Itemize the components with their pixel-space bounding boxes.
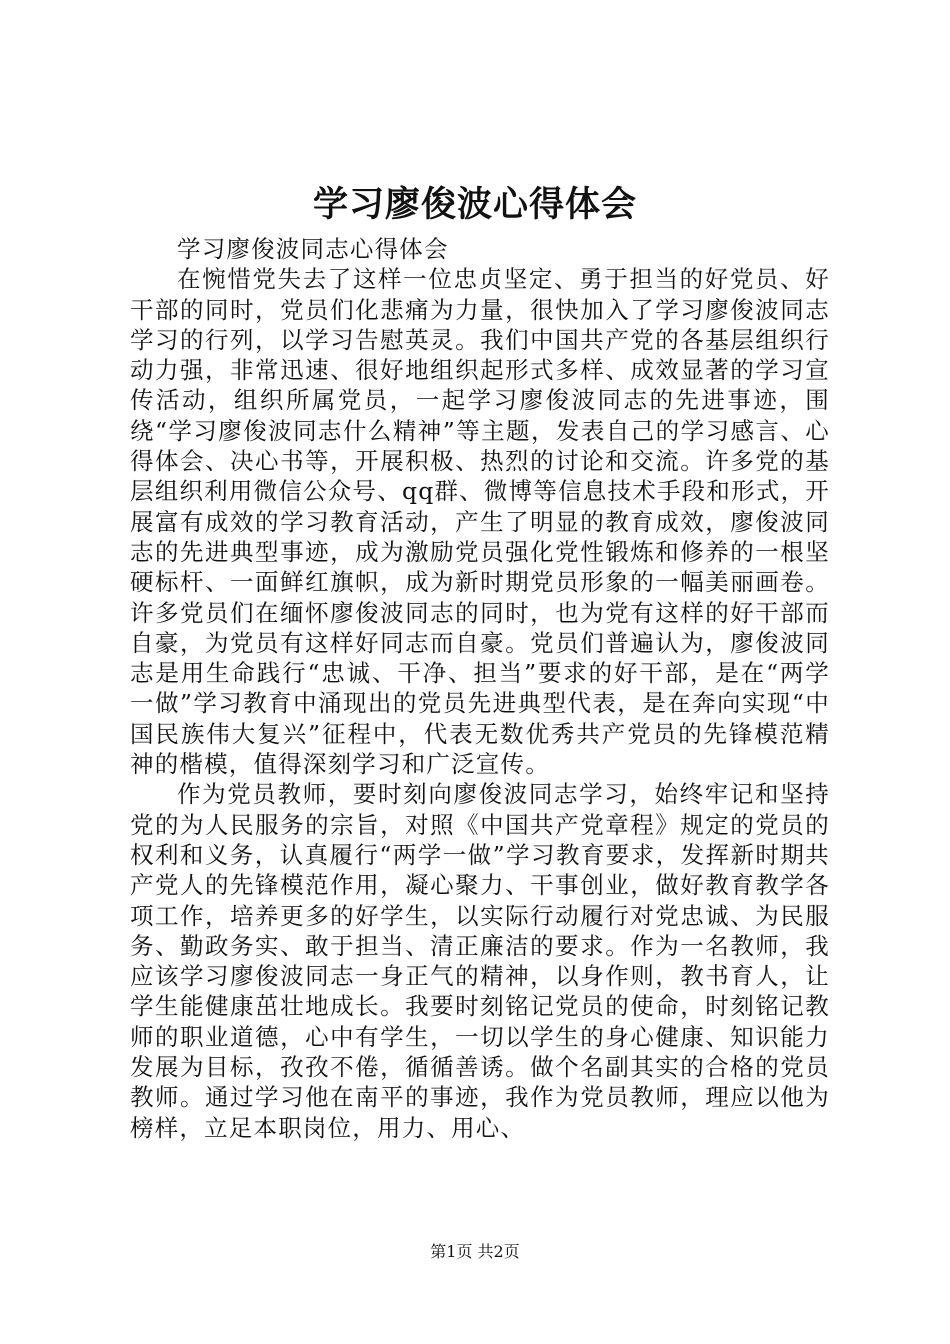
- paragraph-1: 在惋惜党失去了这样一位忠贞坚定、勇于担当的好党员、好干部的同时，党员们化悲痛为力量，很快加入了学习廖俊波同志学习的行列，以学习告慰英灵。我们中国共产党的各基层组织行动力强，非常迅速、很好地组织起形式多样、成效显著的学习宣传活动，组织所属党员，一起学习廖俊波同志的先进事迹，围绕“学习廖俊波同志什么精神”等主题，发表自己的学习感言、心得体会、决心书等，开展积极、热烈的讨论和交流。许多党的基层组织利用微信公众号、qq群、微博等信息技术手段和形式，开展富有成效的学习教育活动，产生了明显的教育成效，廖俊波同志的先进典型事迹，成为激励党员强化党性锻炼和修养的一根坚硬标杆、一面鲜红旗帜，成为新时期党员形象的一幅美丽画卷。许多党员们在缅怀廖俊波同志的同时，也为党有这样的好干部而自豪，为党员有这样好同志而自豪。党员们普遍认为，廖俊波同志是用生命践行“忠诚、干净、担当”要求的好干部，是在“两学一做”学习教育中涌现出的党员先进典型代表，是在奔向实现“中国民族伟大复兴”征程中，代表无数优秀共产党员的先锋模范精神的楷模，值得深刻学习和广泛宣传。: [130, 265, 830, 779]
- document-subtitle: 学习廖俊波同志心得体会: [177, 235, 449, 263]
- document-body: [130, 234, 830, 1143]
- paragraph-2: 作为党员教师，要时刻向廖俊波同志学习，始终牢记和坚持党的为人民服务的宗旨，对照《中国共产党章程》规定的党员的权利和义务，认真履行“两学一做”学习教育要求，发挥新时期共产党人的先锋模范作用，凝心聚力、干事创业，做好教育教学各项工作，培养更多的好学生，以实际行动履行对党忠诚、为民服务、勤政务实、敢于担当、清正廉洁的要求。作为一名教师，我应该学习廖俊波同志一身正气的精神，以身作则，教书育人，让学生能健康茁壮地成长。我要时刻铭记党员的使命，时刻铭记教师的职业道德，心中有学生，一切以学生的身心健康、知识能力发展为目标，孜孜不倦，循循善诱。做个名副其实的合格的党员教师。通过学习他在南平的事迹，我作为党员教师，理应以他为榜样，立足本职岗位，用力、用心、: [130, 780, 830, 1142]
- document-title: 学习廖俊波心得体会: [312, 184, 637, 225]
- page-footer: 第1页 共2页: [430, 1242, 520, 1261]
